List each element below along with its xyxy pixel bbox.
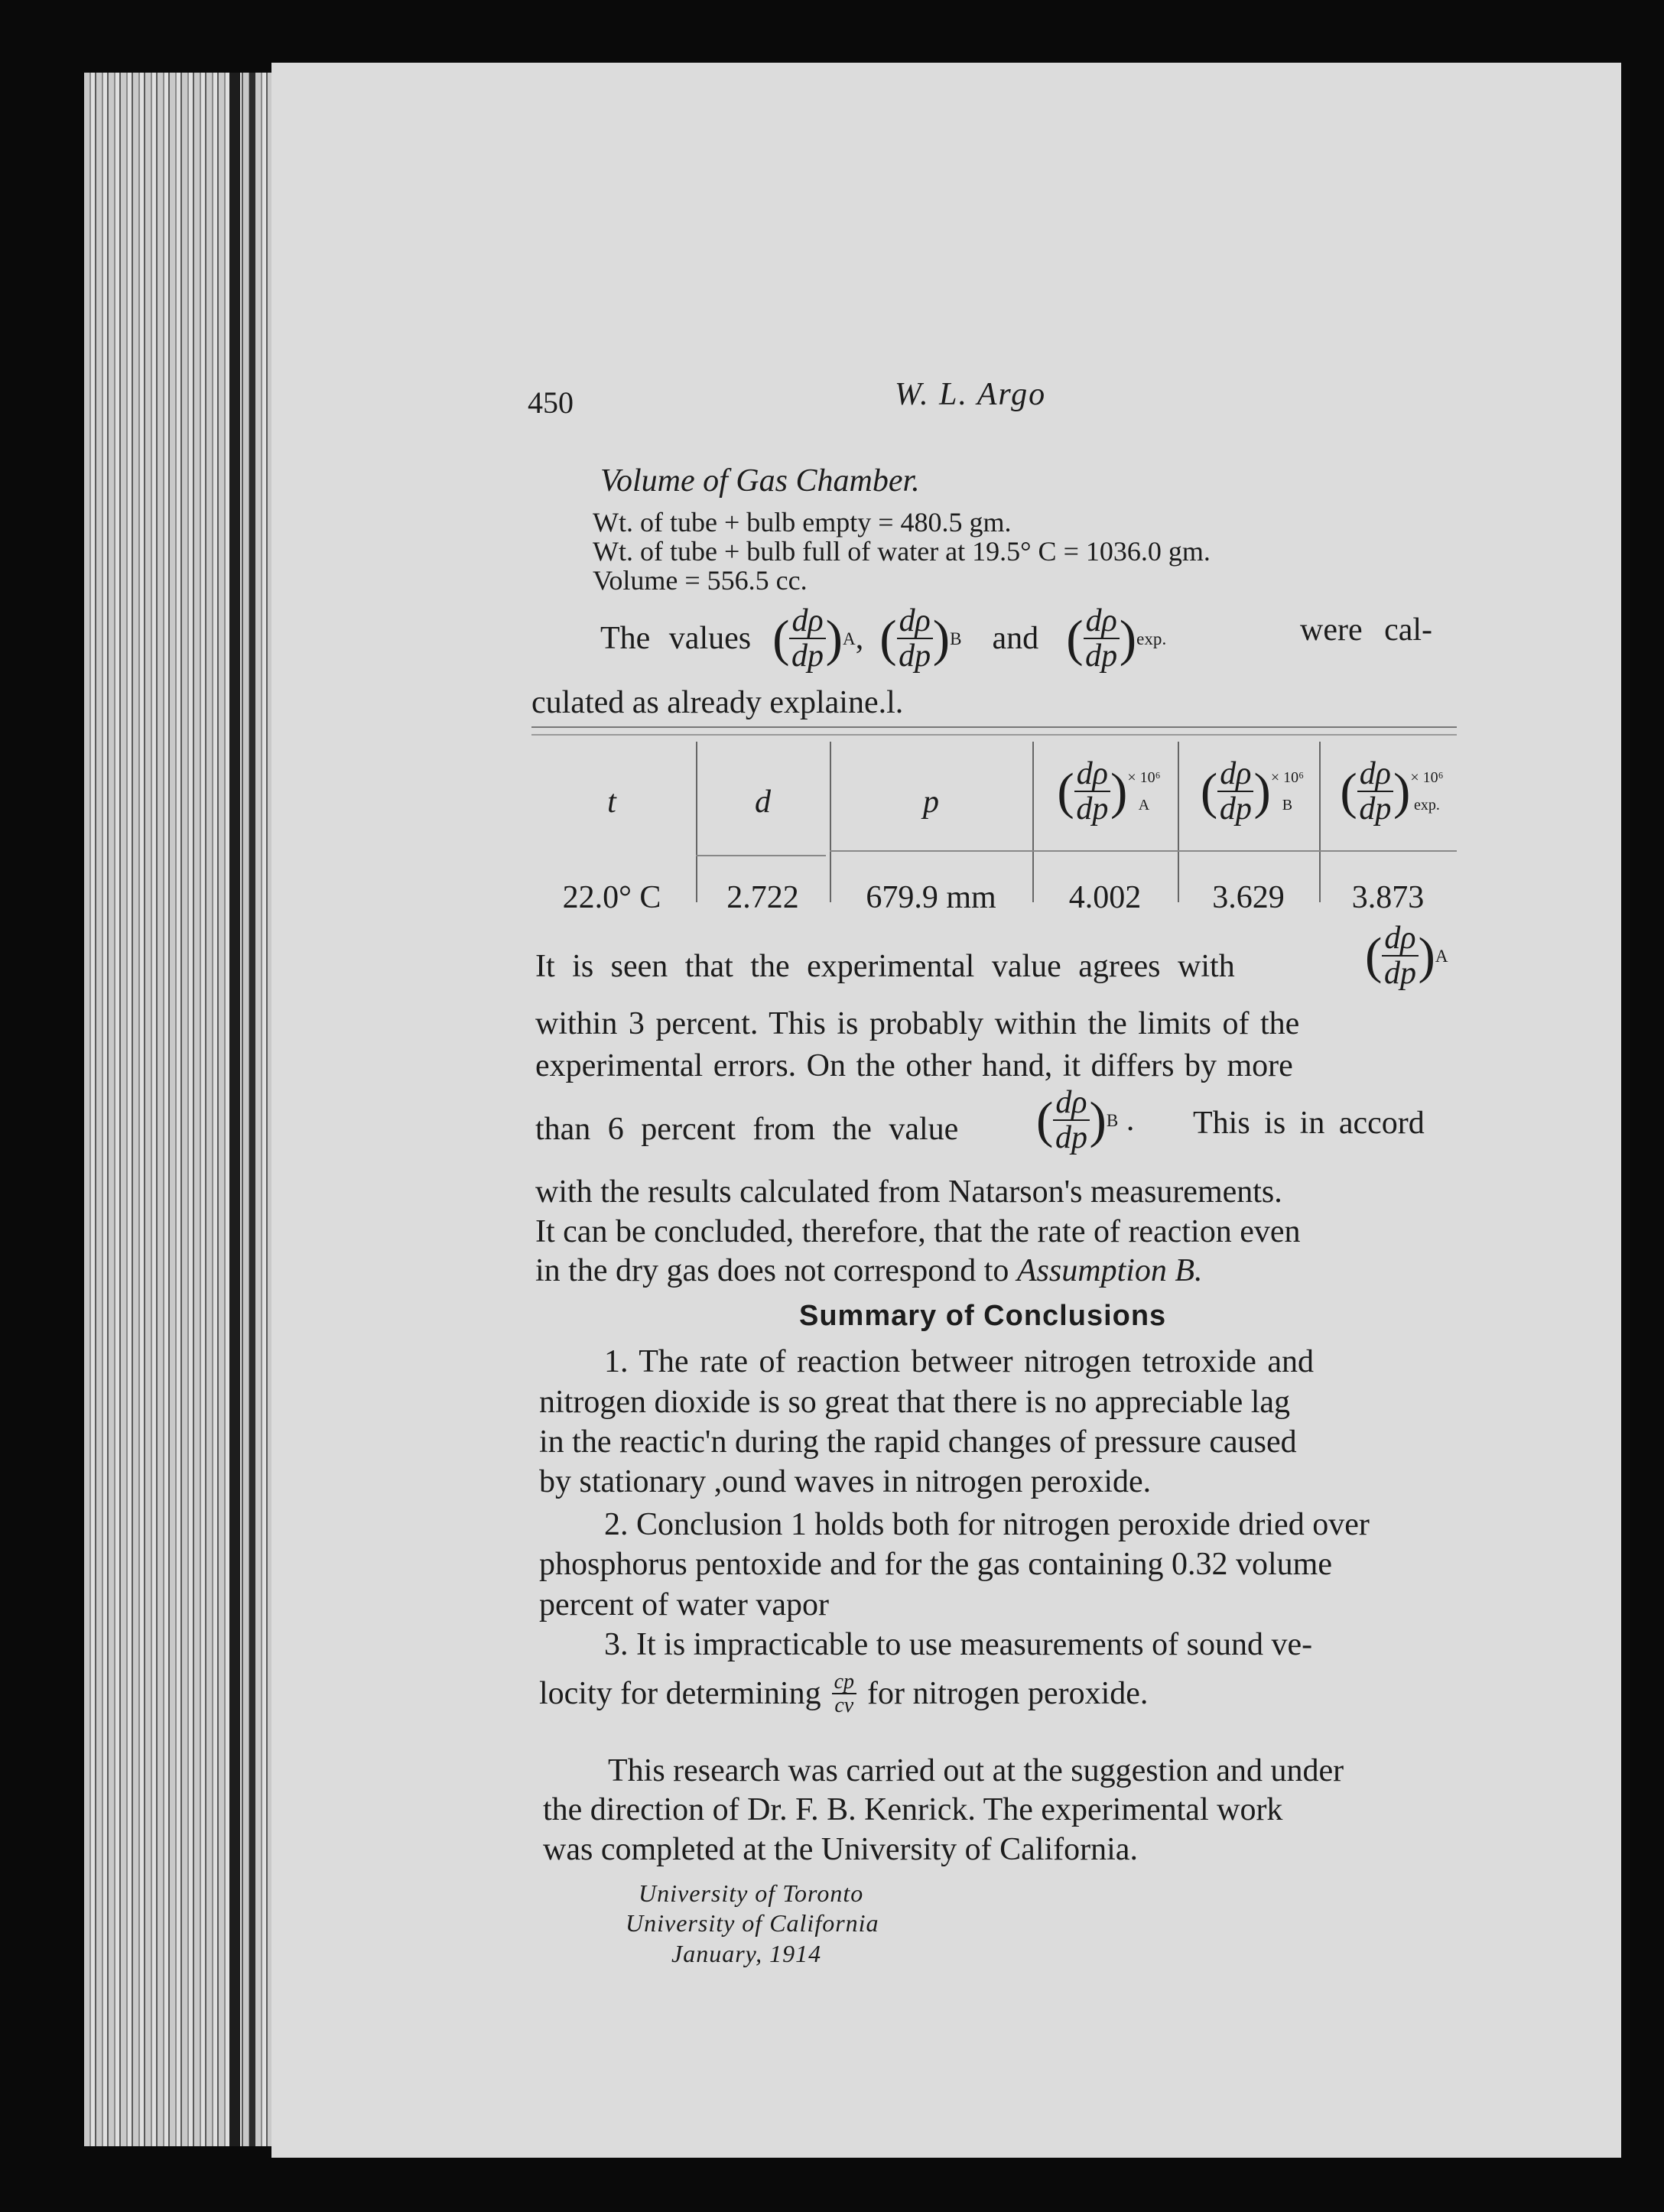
volume-line-2: Wt. of tube + bulb full of water at 19.5° C = 1036.0 gm. [593, 536, 1211, 567]
conclusion-2-line-2: phosphorus pentoxide and for the gas containing 0.32 volume [539, 1547, 1332, 1582]
values-and: and [992, 621, 1039, 657]
volume-line-3: Volume = 556.5 cc. [593, 565, 808, 596]
conclusion-1-line-3: in the reactic'n during the rapid changes of pressure caused [539, 1424, 1297, 1460]
table-header-p: p [923, 784, 939, 820]
conclusion-3-line-2: locity for determining $\frac{cp}{cv}$ for nitrogen peroxide. [539, 1670, 1149, 1718]
subscript-a: A [843, 628, 856, 648]
ack-line-2: the direction of Dr. F. B. Kenrick. The experimental work [543, 1792, 1283, 1827]
paren-open-icon: ( [772, 609, 790, 667]
values-tail: were cal- [1300, 612, 1433, 648]
ack-line-3: was completed at the University of California. [543, 1832, 1138, 1867]
volume-line-1: Wt. of tube + bulb empty = 480.5 gm. [593, 507, 1012, 538]
table-header-rule [696, 855, 826, 856]
book-spine-shadow-2 [249, 73, 255, 2146]
running-head: W. L. Argo [895, 377, 1047, 412]
paren-close-icon: ) [825, 609, 843, 667]
body-line-2: within 3 percent. This is probably within the limits of the [535, 1006, 1300, 1041]
fraction-exp: $\frac{d\rho}{dp}$ [1084, 604, 1120, 673]
body-line-4-tail: This is in accord [1193, 1106, 1425, 1141]
table-cell-p: 679.9 mm [866, 880, 996, 915]
book-spine-shadow [229, 73, 240, 2146]
paren-close-icon: ) [932, 609, 951, 667]
values-lead: The values [600, 621, 752, 657]
body-line-4: than 6 percent from the value [535, 1112, 959, 1147]
paren-open-icon: ( [879, 609, 897, 667]
paren-close-icon: ) [1119, 609, 1137, 667]
values-sentence: The values ( $\frac{d\rho}{dp}$ ) A , ( $\frac{d\rho}{dp}$ ) B and ( $\frac{d\rho}{dp}$ ) exp. [600, 603, 1167, 674]
conclusion-1-line-2: nitrogen dioxide is so great that there is no appreciable lag [539, 1385, 1291, 1420]
page-number: 450 [528, 385, 574, 420]
conclusion-1-line-4: by stationary ,ound waves in nitrogen peroxide. [539, 1464, 1152, 1499]
inline-fraction-b: ( $\frac{d\rho}{dp}$ ) B . [1036, 1085, 1135, 1156]
summary-heading: Summary of Conclusions [799, 1300, 1167, 1332]
values-continuation: culated as already explaine.l. [531, 685, 904, 720]
fraction-b: $\frac{d\rho}{dp}$ [897, 604, 933, 673]
cp-cv-fraction: $\frac{cp}{cv}$ [832, 1671, 856, 1717]
conclusion-3-line-1: 3. It is impracticable to use measurements of sound ve- [604, 1627, 1313, 1662]
table-header-b: ( $\frac{d\rho}{dp}$ ) × 10⁶ B [1200, 756, 1305, 827]
ack-line-1: This research was carried out at the suggestion and under [608, 1753, 1344, 1788]
table-top-rule [531, 726, 1457, 736]
conclusion-2-line-1: 2. Conclusion 1 holds both for nitrogen peroxide dried over [604, 1507, 1370, 1542]
body-line-5: with the results calculated from Natarson's measurements. [535, 1174, 1282, 1210]
conclusion-1-line-1: 1. The rate of reaction betweer nitrogen tetroxide and [604, 1344, 1315, 1379]
signature-line-3: January, 1914 [671, 1940, 822, 1967]
table-col-divider [696, 742, 697, 902]
table-col-divider [1032, 742, 1034, 902]
table-cell-b: 3.629 [1212, 880, 1285, 915]
signature-line-1: University of Toronto [639, 1879, 864, 1907]
volume-heading: Volume of Gas Chamber. [600, 463, 920, 499]
table-header-a: ( $\frac{d\rho}{dp}$ ) × 10⁶ A [1057, 756, 1161, 827]
body-line-7: in the dry gas does not correspond to Assumption B. [535, 1253, 1203, 1288]
table-cell-exp: 3.873 [1351, 880, 1425, 915]
paren-open-icon: ( [1066, 609, 1084, 667]
body-line-6: It can be concluded, therefore, that the rate of reaction even [535, 1214, 1301, 1249]
signature-line-2: University of California [626, 1909, 879, 1937]
table-col-divider [830, 742, 831, 902]
table-cell-t: 22.0° C [562, 880, 661, 915]
table-header-rule [830, 850, 1457, 852]
table-cell-a: 4.002 [1068, 880, 1142, 915]
subscript-exp: exp. [1136, 628, 1167, 648]
conclusion-2-line-3: percent of water vapor [539, 1587, 829, 1622]
body-line-3: experimental errors. On the other hand, it differs by more [535, 1048, 1293, 1083]
table-header-t: t [607, 784, 616, 820]
table-cell-d: 2.722 [726, 880, 799, 915]
table-header-exp: ( $\frac{d\rho}{dp}$ ) × 10⁶ exp. [1340, 756, 1444, 827]
fraction-a: $\frac{d\rho}{dp}$ [789, 604, 825, 673]
subscript-b: B [950, 628, 962, 648]
table-header-d: d [755, 784, 771, 820]
body-line-1: It is seen that the experimental value agrees with [535, 949, 1235, 984]
inline-fraction-a: ( $\frac{d\rho}{dp}$ ) A [1365, 921, 1448, 992]
